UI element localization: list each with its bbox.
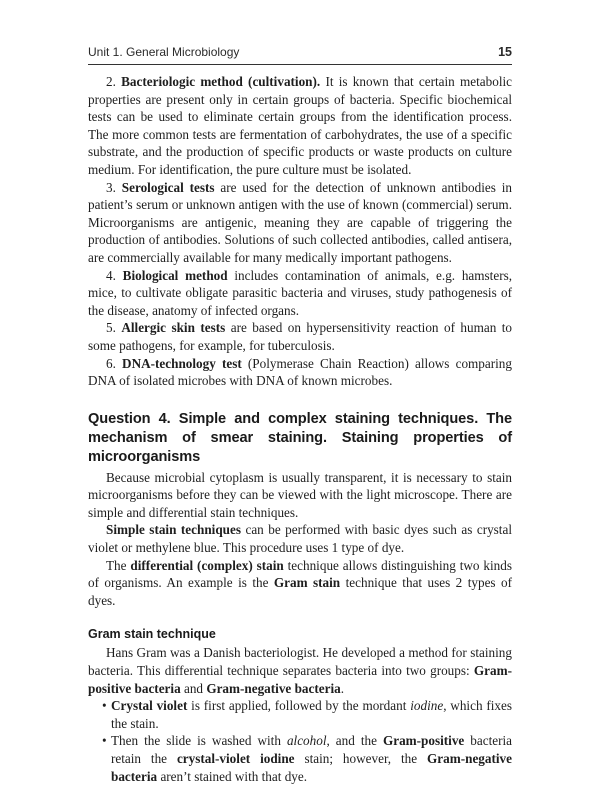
iodine-term: iodine [410,698,444,714]
gram-negative-term: Gram-negative bacteria [111,751,512,784]
method-3-paragraph: 3. Serological tests are used for the detection of unknown antibodies in patient’s serum or unknown antigen with the use of known (commercial) serum. Microorganisms are antigenic, meaning they are capable of triggering the production of antibodies. Solutions of such collected antibodies, called antisera, are commercially available for many medically important pathogens. [88,179,512,265]
list-item: • Then the slide is washed with alcohol, and the Gram-positive bacteria retain the crystal-violet iodine stain; however, the Gram-negative bacteria aren’t stained with that dye. [111,732,512,785]
crystal-violet-iodine-term: crystal-violet iodine [176,751,295,766]
simple-stain-paragraph: Simple stain techniques can be performed with basic dyes such as crystal violet or methylene blue. This procedure uses 1 type of dye. [88,522,512,556]
alcohol-term: alcohol [286,733,327,749]
method-3-term: Serological tests [121,179,215,195]
simple-stain-term: Simple stain techniques [106,522,241,538]
question-4-intro: Because microbial cytoplasm is usually transparent, it is necessary to stain microorganisms before they can be viewed with the light microscope. There are simple and differential stain techniques. [88,469,512,520]
method-4-paragraph: 4. Biological method includes contamination of animals, e.g. hamsters, mice, to cultivate obligate parasitic bacteria and viruses, study pathogenesis of the disease, anatomy of infected organs. [88,267,513,318]
gram-steps-list [88,697,512,785]
gram-negative-term: Gram-negative bacteria [206,680,341,696]
gram-positive-term: Gram-positive bacteria [88,663,512,696]
method-2-term: Bacteriologic method (cultivation). [121,74,321,89]
method-2-paragraph: 2. Bacteriologic method (cultivation). It is known that certain metabolic properties are present only in certain groups of bacteria. Specific biochemical tests can be used to eliminate certain groups from the identification process. The more common tests are fermentation of carbohydrates, the use of a specific substrate, and the production of specific products or waste products on culture medium. For identification, the pure culture must be isolated. [88,74,512,177]
list-item: • Crystal violet is first applied, followed by the mordant iodine, which fixes the stain. [111,697,512,732]
differential-stain-term: differential (complex) stain [130,557,284,573]
method-5-term: Allergic skin tests [121,320,226,336]
page-number: 15 [498,45,512,59]
header-rule [88,64,512,65]
gram-positive-term: Gram-positive [382,733,465,749]
gram-stain-term: Gram stain [273,575,341,591]
method-6-paragraph: 6. DNA-technology test (Polymerase Chain Reaction) allows comparing DNA of isolated microbes with DNA of known microbes. [88,355,512,389]
method-6-term: DNA-technology test [122,355,242,371]
differential-stain-paragraph: The differential (complex) stain technique allows distinguishing two kinds of organisms. An example is the Gram stain technique that uses 2 types of dyes. [88,557,512,608]
page-body [88,73,512,785]
gram-stain-heading: Gram stain technique [88,627,216,642]
running-header [88,45,512,59]
gram-intro-paragraph: Hans Gram was a Danish bacteriologist. He developed a method for staining bacteria. This differential technique separates bacteria into two groups: Gram-positive bacteria and Gram-negative bacteria. [88,645,512,696]
method-5-paragraph: 5. Allergic skin tests are based on hypersensitivity reaction of human to some pathogens, for example, for tuberculosis. [88,320,512,353]
running-title: Unit 1. General Microbiology [88,45,240,59]
crystal-violet-term: Crystal violet [111,698,188,714]
method-4-term: Biological method [122,267,228,283]
question-4-heading: Question 4. Simple and complex staining techniques. The mechanism of smear staining. Staining properties of microorganisms [88,410,512,465]
